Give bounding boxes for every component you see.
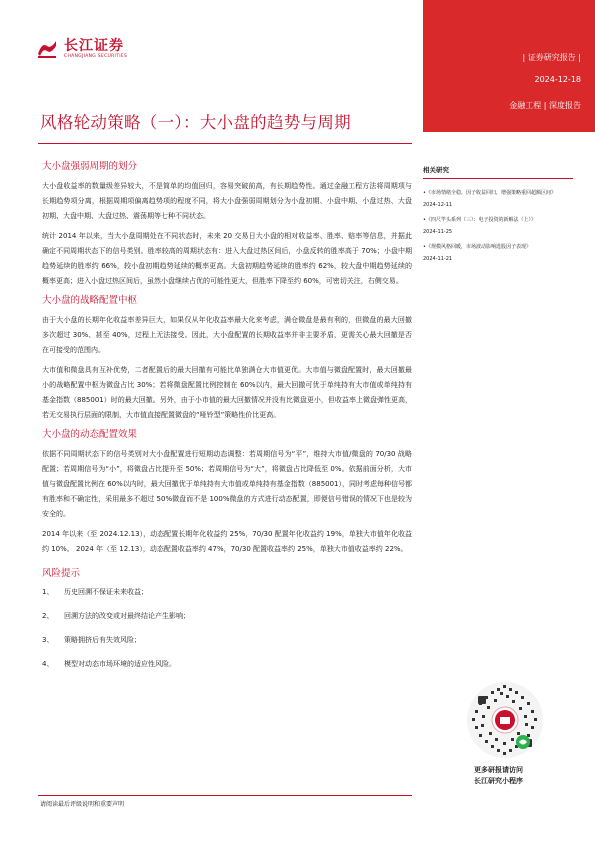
- related-research-date: 2024-11-21: [423, 256, 453, 262]
- main-content: [42, 160, 412, 682]
- risk-text: 模型对动态市场环境的适应性风险。: [64, 660, 176, 668]
- paragraph: 2014 年以来（至 2024.12.13），动态配置长期年化收益约 25%，70/30 配置年化收益约 19%，单独大市值年化收益约 10%。 2024 年（至 12.13），动态配置收益率约 47%，70/30 配置收益率约 25%，单独大市值收益率约 22%。: [42, 530, 412, 553]
- risk-item: [42, 610, 412, 622]
- related-research-title[interactable]: •《市场情绪全稳，因子收益回归，增强策略重回超额区间》: [423, 190, 556, 196]
- risk-item: [42, 634, 412, 646]
- related-research-heading: 相关研究: [423, 165, 573, 179]
- risk-number: 4、: [42, 660, 54, 668]
- title-divider: [38, 143, 412, 144]
- related-research-title[interactable]: •《规模风格回暖，市场波动影响选股因子表现》: [423, 244, 531, 250]
- disclaimer-link[interactable]: 请阅读最后评级说明和重要声明: [40, 801, 125, 808]
- section-dynamic: [42, 428, 412, 557]
- risk-number: 1、: [42, 588, 54, 596]
- qr-caption: [474, 765, 523, 787]
- qr-code-icon[interactable]: [467, 682, 543, 758]
- risk-text: 历史回溯不保证未来收益；: [64, 588, 148, 596]
- risk-text: 策略拥挤后有失效风险；: [64, 636, 141, 644]
- paragraph: 大市值和微盘具有互补优势，二者配置后的最大回撤有可能比单独满仓大市值更优。大市值与微盘配置时，最大回撤最小的战略配置中枢为微盘占比 30%；若将微盘配置比例控制在 60%以内，最大回撤可优于单纯持有大市值或单纯持有基金指数（885001）时的最大回撤。另外，由于小市值的最大回撤情况并没有比微盘更小，但收益率上微盘弹性更高，若无交易执行层面的限制，大市值直接配置微盘的“哑铃型”策略性价比更高。: [42, 366, 412, 419]
- section-cycle: [42, 160, 412, 289]
- risk-number: 3、: [42, 636, 54, 644]
- risk-text: 回溯方法的改变或对最终结论产生影响；: [64, 612, 190, 620]
- related-research-panel: [423, 165, 573, 268]
- company-logo: [36, 38, 127, 60]
- paragraph: 由于大小盘的长期年化收益率差异巨大，如果仅从年化收益率最大化来考虑，满仓微盘是最有利的，但微盘的最大回撤多次超过 30%、甚至 40%，过程上无法接受。因此，大小盘配置的长期收益率并非主要矛盾，更需关心最大回撤是否在可接受的范围内。: [42, 316, 412, 354]
- risk-item: [42, 586, 412, 598]
- logo-mark-icon: [36, 38, 58, 60]
- qr-caption-line-2: 长江研究小程序: [474, 777, 523, 785]
- logo-name-en: CHANGJIANG SECURITIES: [64, 53, 128, 59]
- related-research-item[interactable]: [423, 241, 573, 265]
- logo-name-cn: 长江证券: [64, 37, 124, 54]
- qr-caption-line-1: 更多研报请访问: [474, 766, 523, 774]
- related-research-item[interactable]: [423, 187, 573, 211]
- paragraph: 依据不同周期状态下的信号类别对大小盘配置进行短期动态调整：若周期信号为“平”，维持大市值/微盘的 70/30 战略配置；若周期信号为“小”，将微盘占比提升至 50%；若周期信号为“大”，将微盘占比降低至 0%。依据前面分析，大市值与微盘配置比例在 60%以内时，最大回撤优于单纯持有大市值或单纯持有基金指数（885001），同时考虑每种信号都有胜率和不确定性，采用最多不超过 50%微盘而不是 100%微盘的方式进行动态配置，即便信号错误的情况下也是较为安全的。: [42, 450, 413, 518]
- paragraph: 统计 2014 年以来，当大小盘周期处在不同状态时，未来 20 交易日大小盘的相对收益率、胜率、赔率等信息，并据此确定不同周期状态下的信号类别。胜率较高的周期状态有：进入大盘过热区间后，小盘反转的胜率高于 70%；小盘中期趋势延续的胜率约 66%，较小盘初期趋势延续的概率更高。大盘初期趋势延续的胜率约 62%，较大盘中期趋势延续的概率更高；进入小盘过热区间后，虽然小盘继续占优的可能性更大，但胜率下降至约 60%，可密切关注，右侧交易。: [42, 232, 412, 285]
- footer-divider: [38, 795, 412, 796]
- report-type-label: | 证券研究报告 |: [522, 53, 581, 62]
- section-heading: 大小盘的战略配置中枢: [42, 295, 138, 306]
- section-strategic: [42, 294, 412, 423]
- section-heading: 大小盘强弱周期的划分: [42, 161, 138, 172]
- related-research-date: 2024-11-25: [423, 229, 453, 235]
- header-panel: [423, 0, 595, 132]
- risk-number: 2、: [42, 612, 54, 620]
- report-date: 2024-12-18: [534, 75, 581, 84]
- page-title: 风格轮动策略（一）：大小盘的趋势与周期: [40, 113, 351, 132]
- related-research-date: 2024-12-11: [423, 202, 453, 208]
- risk-item: [42, 658, 412, 670]
- report-category: 金融工程 | 深度报告: [509, 101, 581, 110]
- section-risk: [42, 567, 412, 670]
- section-heading: 大小盘的动态配置效果: [42, 429, 138, 440]
- section-heading: 风险提示: [42, 568, 81, 579]
- related-research-item[interactable]: [423, 214, 573, 238]
- paragraph: 大小盘收益率的数量级差异较大，不是简单的均值回归，容易突破前高，有长期趋势性。通过金融工程方法将周期项与长期趋势项分离，根据周期项偏离趋势项的程度不同，将大小盘强弱周期划分为小盘初期、小盘中期、小盘过热、大盘初期、大盘中期、大盘过热、震荡期等七种不同状态。: [42, 182, 412, 220]
- related-research-title[interactable]: •《四尺竿头系列（三）：电子投资的新解法（上）》: [423, 217, 536, 223]
